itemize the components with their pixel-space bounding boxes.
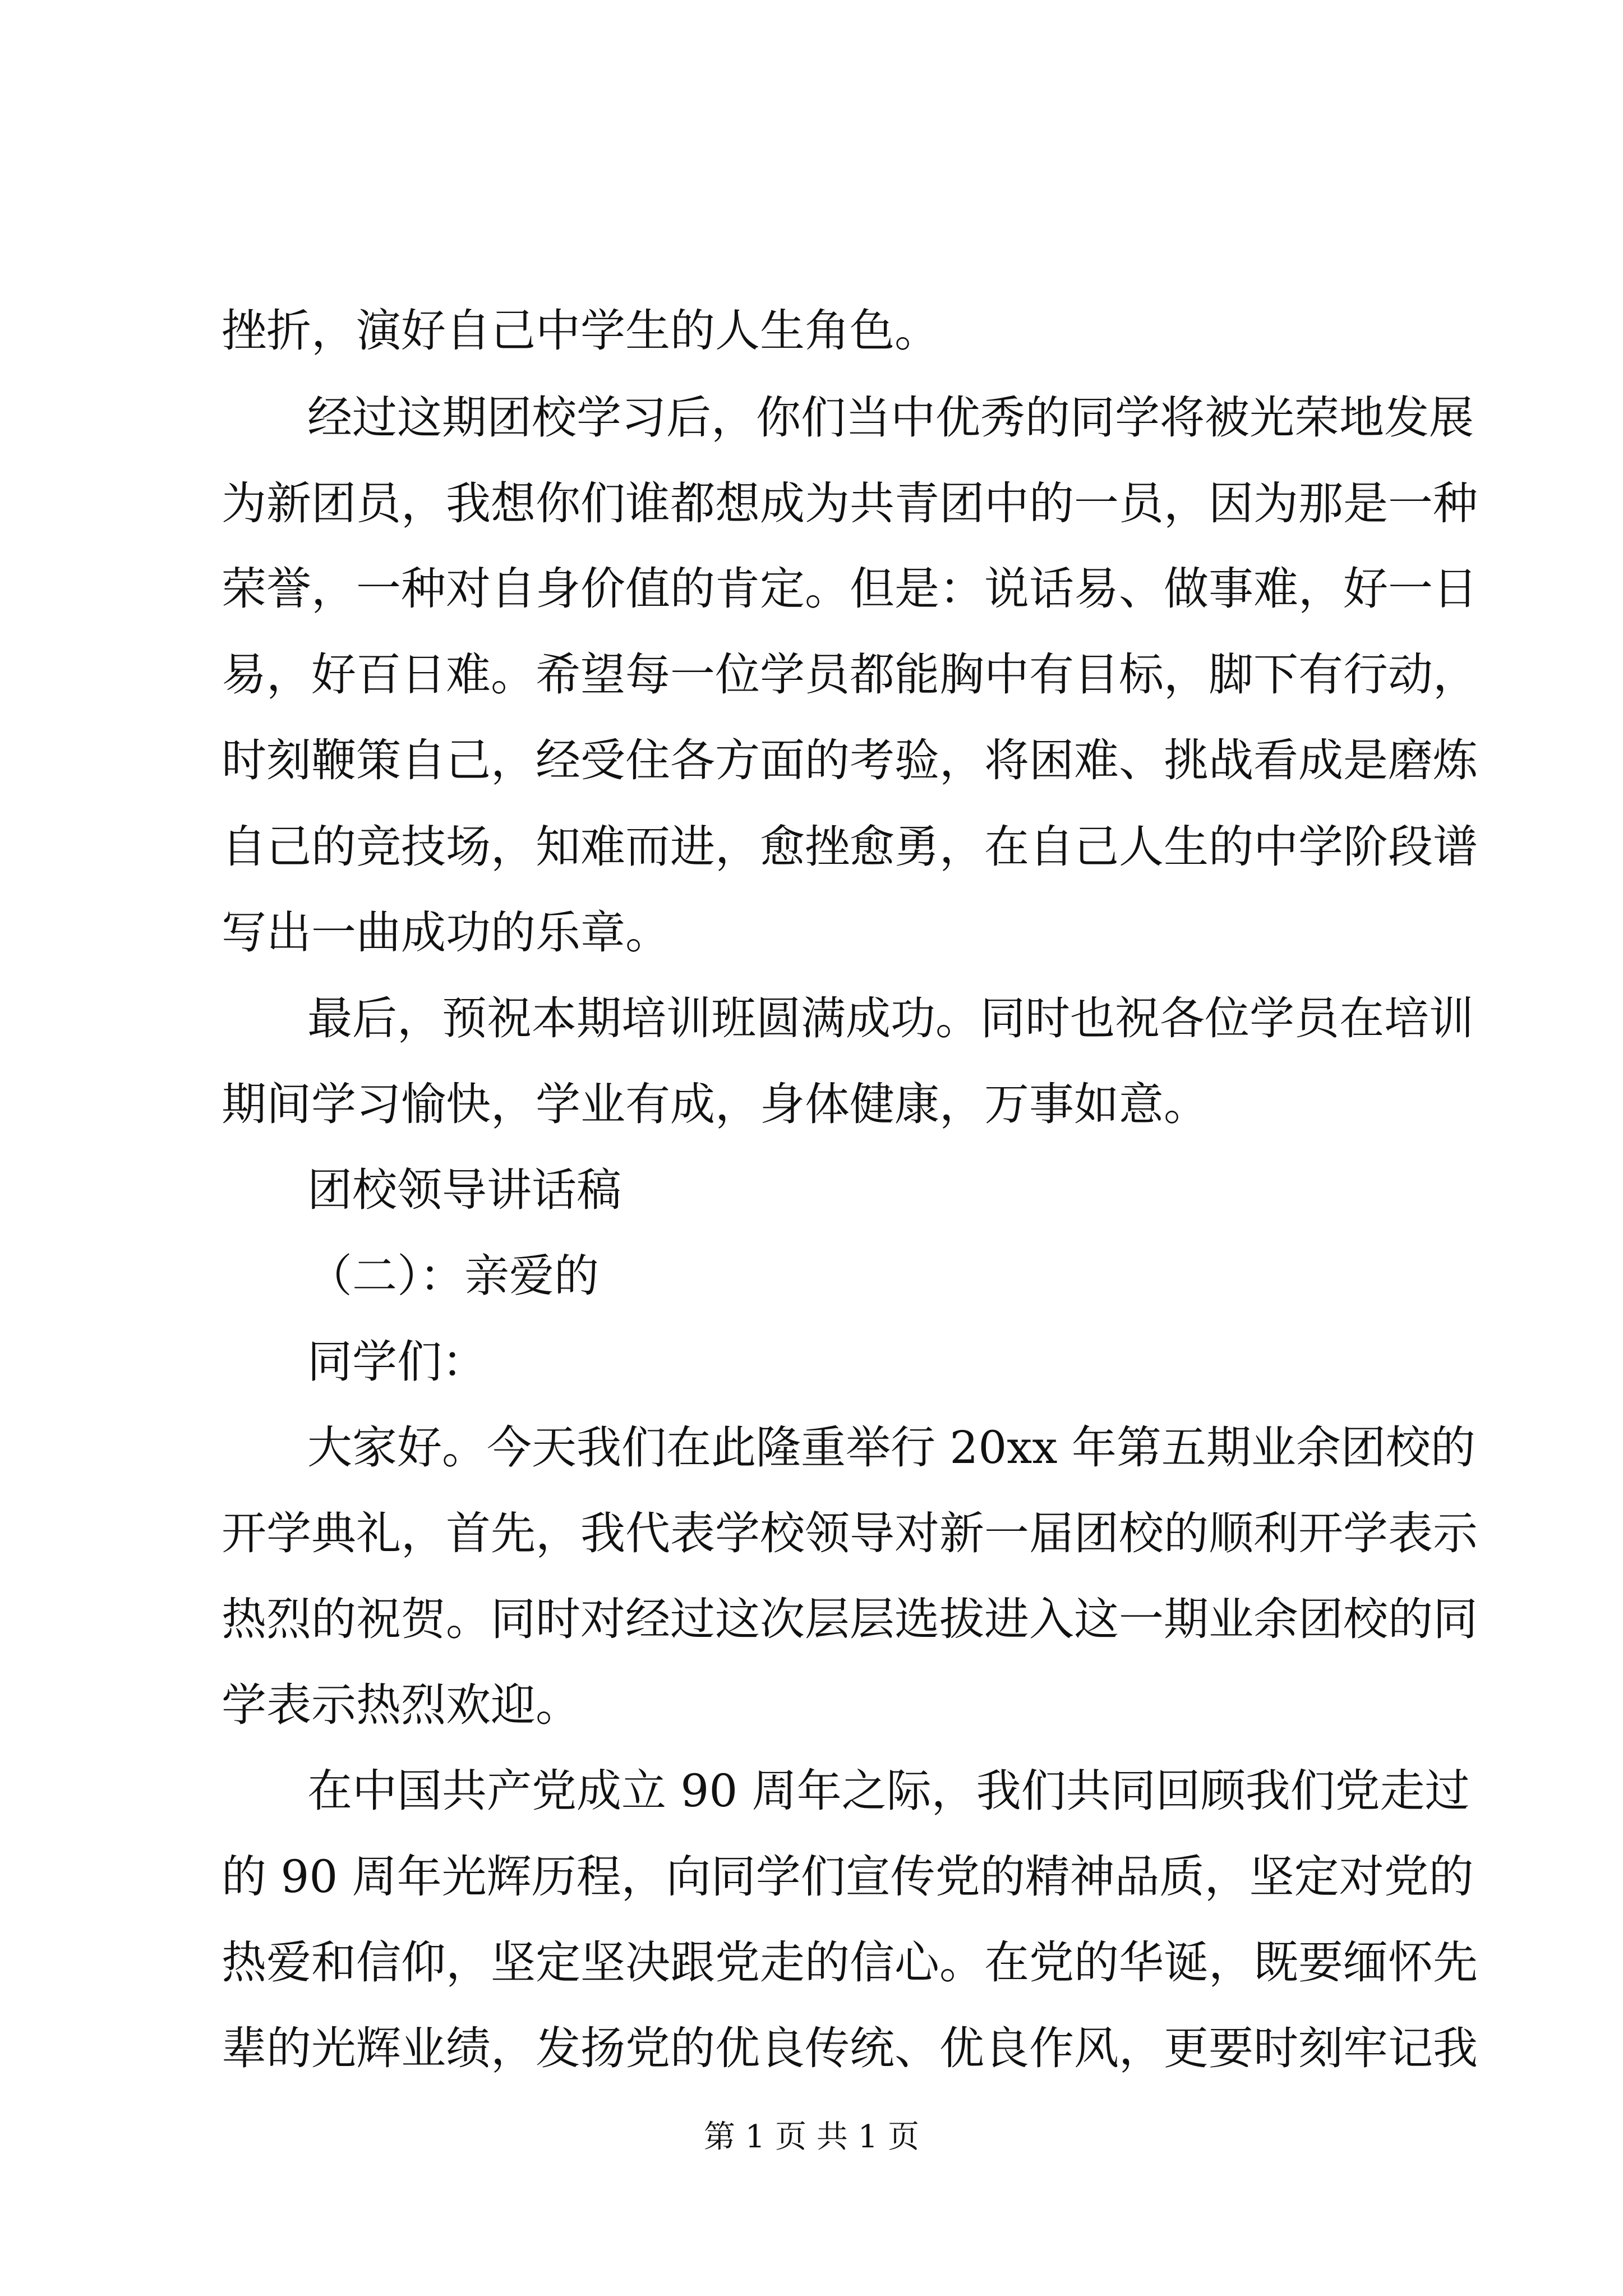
text-line: 荣誉，一种对自身价值的肯定。但是：说话易、做事难，好一日 xyxy=(222,563,1478,615)
text-line: 自己的竞技场，知难而进，愈挫愈勇，在自己人生的中学阶段谱 xyxy=(222,821,1478,873)
text-line: 辈的光辉业绩，发扬党的优良传统、优良作风，更要时刻牢记我 xyxy=(222,2022,1478,2074)
salutation: 同学们： xyxy=(307,1336,487,1388)
text-line: 期间学习愉快，学业有成，身体健康，万事如意。 xyxy=(222,1078,1209,1130)
text-line: 最后，预祝本期培训班圆满成功。同时也祝各位学员在培训 xyxy=(307,992,1474,1045)
text-line: （二）：亲爱的 xyxy=(307,1250,599,1302)
text-line: 大家好。今天我们在此隆重举行 20xx 年第五期业余团校的 xyxy=(307,1421,1476,1474)
text-line: 热烈的祝贺。同时对经过这次层层选拔进入这一期业余团校的同 xyxy=(222,1593,1478,1645)
text-line: 学表示热烈欢迎。 xyxy=(222,1679,580,1731)
text-line: 开学典礼，首先，我代表学校领导对新一届团校的顺利开学表示 xyxy=(222,1507,1478,1559)
text-line: 为新团员，我想你们谁都想成为共青团中的一员，因为那是一种 xyxy=(222,477,1478,530)
text-line: 写出一曲成功的乐章。 xyxy=(222,907,670,959)
text-line: 挫折，演好自己中学生的人生角色。 xyxy=(222,305,939,357)
text-line: 易，好百日难。希望每一位学员都能胸中有目标，脚下有行动， xyxy=(222,648,1478,701)
text-line: 热爱和信仰，坚定坚决跟党走的信心。在党的华诞，既要缅怀先 xyxy=(222,1936,1478,1989)
page-footer: 第 1 页 共 1 页 xyxy=(703,2119,920,2155)
text-line: 时刻鞭策自己，经受住各方面的考验，将困难、挑战看成是磨炼 xyxy=(222,734,1478,786)
section-heading: 团校领导讲话稿 xyxy=(307,1164,621,1216)
text-line: 经过这期团校学习后，你们当中优秀的同学将被光荣地发展 xyxy=(307,392,1474,444)
text-line: 的 90 周年光辉历程，向同学们宣传党的精神品质，坚定对党的 xyxy=(222,1851,1474,1903)
text-line: 在中国共产党成立 90 周年之际，我们共同回顾我们党走过 xyxy=(307,1765,1470,1817)
